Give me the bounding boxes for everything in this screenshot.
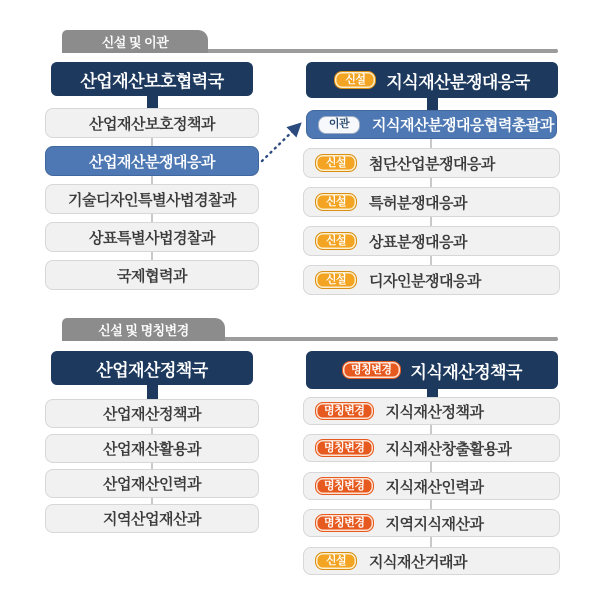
rename-badge: 명칭변경: [315, 402, 374, 420]
unit-label: 산업재산보호정책과: [89, 115, 215, 133]
new-badge: 신설: [315, 154, 357, 172]
transfer-badge: 이관: [318, 116, 360, 134]
unit-label: 지역지식재산과: [385, 515, 484, 533]
new-badge: 신설: [315, 552, 357, 570]
connector-line: [430, 462, 432, 472]
new-badge: 신설: [315, 232, 357, 250]
unit-label: 지식재산창출활용과: [385, 440, 512, 458]
new-badge: 신설: [315, 193, 357, 211]
unit-label: 지역산업재산과: [103, 511, 201, 528]
unit-box-highlighted: [45, 146, 259, 176]
unit-box: [303, 472, 560, 500]
dept-header-label: 산업재산보호협력국: [80, 71, 224, 91]
unit-box: [45, 260, 259, 290]
new-badge: 신설: [315, 271, 357, 289]
unit-label: 상표분쟁대응과: [369, 233, 467, 251]
unit-box: [45, 469, 259, 498]
connector-line: [430, 425, 432, 434]
unit-box: [303, 509, 560, 537]
unit-box: [303, 434, 560, 462]
unit-label: 산업재산정책과: [103, 406, 201, 423]
dept-header-industrial-property-policy: [51, 351, 253, 385]
unit-box: [303, 226, 560, 256]
rename-badge: 명칭변경: [342, 361, 401, 379]
unit-label: 산업재산인력과: [103, 476, 201, 493]
unit-box: [45, 184, 259, 214]
unit-box: [45, 222, 259, 252]
unit-box: [303, 547, 560, 575]
unit-box: [303, 148, 560, 178]
unit-label: 지식재산인력과: [385, 478, 484, 496]
unit-label: 산업재산활용과: [103, 441, 201, 458]
unit-box: [45, 108, 259, 138]
connector-line: [430, 500, 432, 509]
unit-label: 상표특별사법경찰과: [89, 229, 215, 247]
unit-label: 디자인분쟁대응과: [369, 272, 481, 290]
header-connector-stub: [147, 383, 158, 399]
dept-header-ip-dispute-response: [306, 62, 558, 98]
unit-box: [45, 504, 259, 533]
unit-box: [45, 434, 259, 463]
connector-line: [430, 178, 432, 187]
unit-label: 특허분쟁대응과: [369, 194, 467, 212]
unit-box-transferred: [306, 110, 557, 139]
dept-header-ip-policy: [306, 351, 558, 389]
unit-label: 기술디자인특별사법경찰과: [68, 191, 236, 209]
connector-line: [430, 217, 432, 226]
dept-header-industrial-property-protection: [51, 62, 253, 96]
unit-label: 국제협력과: [117, 267, 187, 285]
unit-box: [45, 399, 259, 428]
dept-header-label: 지식재산분쟁대응국: [386, 72, 530, 92]
unit-label: 첨단산업분쟁대응과: [369, 155, 495, 173]
transfer-arrow: [252, 110, 314, 172]
unit-box: [303, 265, 560, 295]
unit-box: [303, 397, 560, 425]
connector-line: [430, 537, 432, 547]
new-badge: 신설: [334, 71, 376, 89]
unit-label: 지식재산분쟁대응협력총괄과: [372, 117, 554, 134]
rename-badge: 명칭변경: [315, 514, 374, 532]
connector-line: [430, 256, 432, 265]
unit-label: 지식재산거래과: [369, 553, 467, 571]
rename-badge: 명칭변경: [315, 477, 374, 495]
unit-label: 지식재산정책과: [385, 403, 484, 421]
unit-label: 산업재산분쟁대응과: [89, 153, 215, 171]
dept-header-label: 지식재산정책국: [410, 362, 522, 382]
section-tab-new-transfer: 신설 및 이관: [62, 30, 208, 53]
section-tab-new-rename: 신설 및 명칭변경: [62, 318, 225, 341]
rename-badge: 명칭변경: [315, 439, 374, 457]
connector-line: [430, 139, 432, 148]
unit-box: [303, 187, 560, 217]
dept-header-label: 산업재산정책국: [96, 360, 208, 380]
